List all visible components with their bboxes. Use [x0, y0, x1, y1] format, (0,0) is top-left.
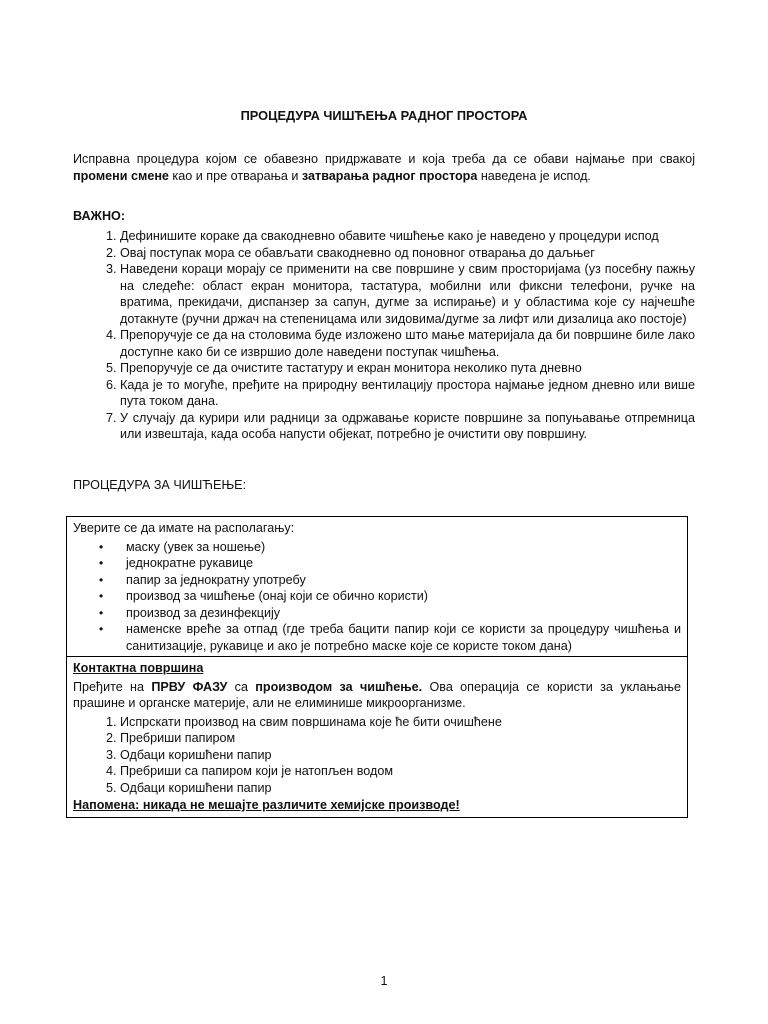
- supply-text: једнократне рукавице: [126, 556, 254, 570]
- supply-item: [99, 621, 681, 654]
- intro-bold-shift-change: промени смене: [73, 168, 169, 183]
- bullet-icon: •: [99, 539, 104, 554]
- supply-text: наменске вреће за отпад (где треба бацити папир који се користи за процедуру чишћења и санитизације, рукавице и ако је потребно маске које се користе током дана): [126, 622, 681, 653]
- intro-text-2: као и пре отварања и: [168, 168, 302, 183]
- intro-text-3: наведена је испод.: [477, 168, 591, 183]
- intro-text-1: Исправна процедура којом се обавезно придржавате и која треба да се обави најмање при свакој: [73, 152, 695, 166]
- supply-item: [99, 605, 681, 622]
- bullet-icon: •: [99, 556, 104, 570]
- page-number: 1: [380, 974, 388, 988]
- bullet-icon: •: [99, 605, 104, 620]
- document-title: ПРОЦЕДУРА ЧИШЋЕЊА РАДНОГ ПРОСТОРА: [240, 108, 528, 123]
- supplies-intro: Уверите се да имате на располагању:: [73, 521, 295, 535]
- important-item: 5. Препоручује се да очистите тастатуру и екран монитора неколико пута дневно: [120, 360, 695, 377]
- contact-surface-title: Контактна површина: [73, 661, 204, 675]
- cleaning-step: 3. Одбаци коришћени папир: [120, 747, 681, 764]
- procedure-heading: ПРОЦЕДУРА ЗА ЧИШЋЕЊЕ:: [73, 478, 247, 492]
- important-item: 2. Овај поступак мора се обављати свакодневно од поновног отварања до даљњег: [120, 245, 695, 262]
- supply-text: производ за дезинфекцију: [126, 605, 281, 620]
- important-list: [73, 228, 695, 443]
- fase-bold-first-phase: ПРВУ ФАЗУ: [151, 679, 228, 694]
- important-item: 6. Када је то могуће, пређите на природну вентилацију простора најмање једном дневно или више пута током дана.: [120, 377, 695, 410]
- fase-text-2: са: [227, 679, 256, 694]
- supplies-list: [73, 539, 681, 655]
- important-heading: ВАЖНО:: [73, 209, 126, 223]
- supply-text: папир за једнократну употребу: [126, 572, 306, 587]
- supply-item: [99, 572, 681, 589]
- bullet-icon: •: [99, 622, 104, 636]
- supply-text: маску (увек за ношење): [126, 539, 266, 554]
- important-item: 1. Дефинишите кораке да свакодневно обавите чишћење како је наведено у процедури испод: [120, 228, 695, 245]
- supply-item: [99, 588, 681, 605]
- cleaning-step: 5. Одбаци коришћени папир: [120, 780, 681, 797]
- first-phase-paragraph: [73, 679, 681, 712]
- important-item: 7. У случају да курири или радници за одржавање користе површине за попуњавање отпремница или извештаја, када особа напусти објекат, потребно је очистити ову површину.: [120, 410, 695, 443]
- supply-text: производ за чишћење (онај који се обично користи): [126, 589, 428, 603]
- cleaning-steps-list: [73, 714, 681, 797]
- cleaning-step: 4. Пребриши са папиром који је натопљен водом: [120, 763, 681, 780]
- fase-bold-product: производом за чишћење.: [255, 679, 423, 694]
- intro-paragraph: [73, 151, 695, 184]
- cleaning-step: 2. Пребриши папиром: [120, 730, 681, 747]
- important-item: 3. Наведени кораци морају се применити на све површине у свим просторијама (уз посебну пажњу на следеће: област екран монитора, тастатура, мобилни или фиксни телефони, ручке на вратима, прекидачи, диспанзер за сапун, дугме за испирање) и у областима које су најчешће дотакнуте (ручни држач на степеницама или зидовима/дугме за лифт или дизалица ако постоје): [120, 261, 695, 327]
- supplies-section: [67, 517, 687, 657]
- warning-note: Напомена: никада не мешајте различите хемијске производе!: [73, 798, 460, 812]
- fase-text-1: Пређите на: [73, 679, 152, 694]
- procedure-box: [66, 516, 688, 818]
- cleaning-step: 1. Испрскати производ на свим површинама које ће бити очишћене: [120, 714, 681, 731]
- bullet-icon: •: [99, 589, 104, 603]
- intro-bold-closing: затварања радног простора: [301, 168, 478, 183]
- bullet-icon: •: [99, 572, 104, 587]
- contact-surface-section: [67, 657, 687, 817]
- supply-item: [99, 539, 681, 556]
- supply-item: [99, 555, 681, 572]
- fase-text-3: Ова операција се користи за уклањање прашине и органске материје, али не елиминише микроорганизме.: [73, 679, 681, 710]
- important-item: 4. Препоручује се да на столовима буде изложено што мање материјала да би површине биле лако доступне како би се извршио доле наведени поступак чишћења.: [120, 327, 695, 360]
